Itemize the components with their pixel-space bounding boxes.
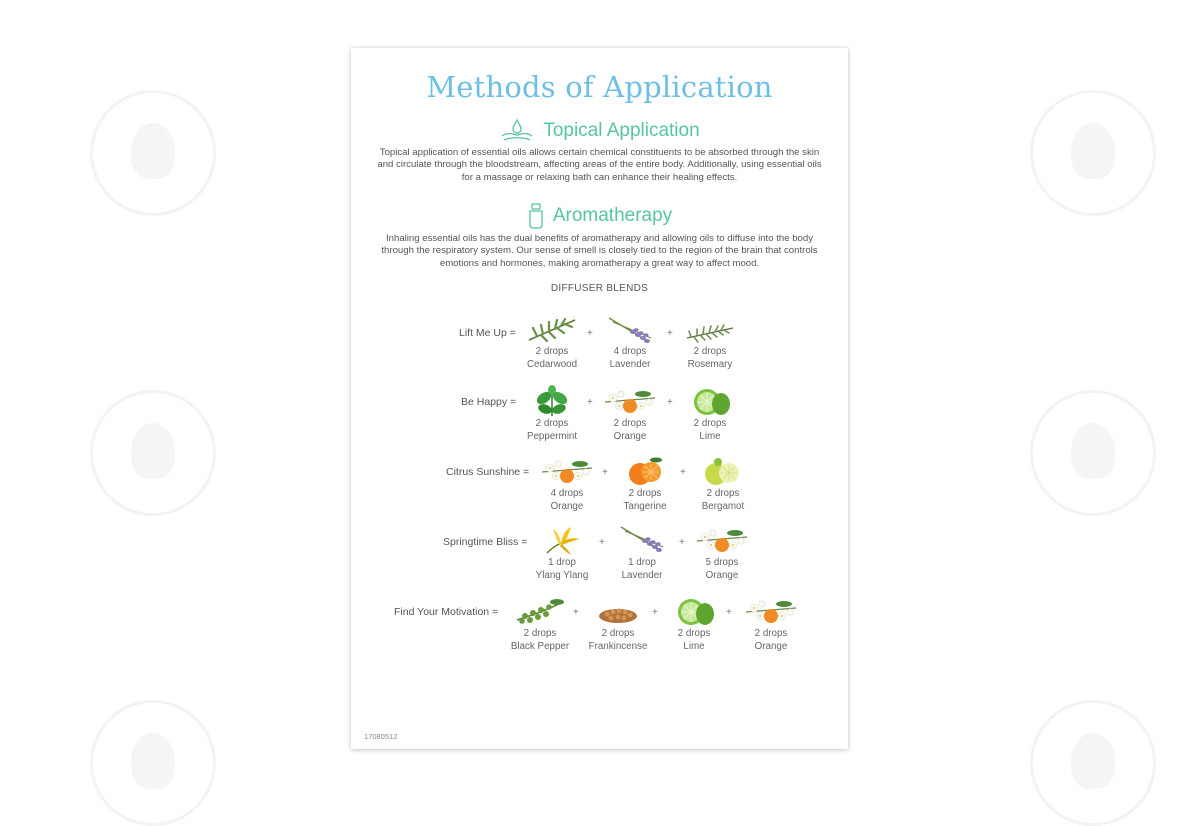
ingredient-drops: 5 drops (705, 557, 739, 568)
ingredient-drops: 2 drops (523, 628, 557, 639)
lavender-icon (603, 314, 657, 346)
watermark-logo (1030, 390, 1156, 516)
ingredient-drops: 2 drops (535, 418, 569, 429)
ingredient-drops: 4 drops (550, 488, 584, 499)
ingredient-oil: Lavender (621, 569, 663, 581)
plus-sign: + (667, 328, 673, 339)
plus-sign: + (587, 397, 593, 408)
ingredient-drops: 2 drops (693, 418, 727, 429)
ingredient (604, 454, 686, 513)
plus-sign: + (679, 537, 685, 548)
plus-sign: + (667, 397, 673, 408)
ingredient (526, 454, 608, 513)
orange-blossom-icon (538, 454, 596, 488)
ingredient-drops: 2 drops (693, 346, 727, 357)
blend-name: Find Your Motivation = (394, 606, 499, 618)
ingredient-oil: Rosemary (687, 358, 733, 370)
ingredient-drops: 2 drops (628, 488, 662, 499)
plus-sign: + (680, 467, 686, 478)
page-title: Methods of Application (426, 70, 773, 104)
ingredient (577, 594, 659, 653)
watermark-logo (90, 700, 216, 826)
ingredient (589, 314, 671, 371)
blend-name: Springtime Bliss = (443, 536, 528, 548)
watermark-logo (90, 390, 216, 516)
ingredient-drops: 2 drops (601, 628, 635, 639)
cedar-sprig-icon (525, 314, 579, 346)
ingredient (682, 454, 764, 513)
ingredient-oil: Lime (699, 430, 721, 442)
plus-sign: + (652, 607, 658, 618)
aromatherapy-heading (351, 202, 848, 230)
ingredient-drops: 2 drops (613, 418, 647, 429)
document-page (351, 48, 848, 749)
ingredient-drops: 2 drops (535, 346, 569, 357)
orange-blossom-icon (693, 523, 751, 557)
bergamot-icon (696, 454, 750, 488)
ingredient (511, 384, 593, 443)
frankincense-resin-icon (591, 594, 645, 628)
orange-blossom-icon (742, 594, 800, 628)
lime-icon (683, 384, 737, 418)
ingredient (511, 314, 593, 371)
ingredient-oil: Black Pepper (510, 640, 570, 652)
ingredient-drops: 2 drops (677, 628, 711, 639)
blend-name: Lift Me Up = (459, 327, 516, 339)
hand-drop-icon (499, 118, 535, 144)
blend-name: Citrus Sunshine = (446, 466, 530, 478)
topical-heading (351, 118, 848, 144)
ylang-flower-icon (535, 523, 589, 557)
ingredient-oil: Peppermint (526, 430, 578, 442)
topical-heading-label: Topical Application (543, 120, 700, 141)
blend-name: Be Happy = (461, 396, 517, 408)
ingredient-oil: Lavender (609, 358, 651, 370)
watermark-logo (1030, 90, 1156, 216)
ingredient (681, 523, 763, 582)
lime-icon (667, 594, 721, 628)
ingredient-drops: 1 drop (548, 557, 576, 568)
ingredient (499, 594, 581, 653)
plus-sign: + (726, 607, 732, 618)
lavender-icon (615, 523, 669, 557)
footer-code: 17080512 (364, 732, 398, 741)
aromatherapy-body: Inhaling essential oils has the dual benefits of aromatherapy and allowing oils to diffuse into the body through the respiratory system. Our sense of smell is closely tied to the region of the brain that controls emotions and hormones, making aromatherapy a great way to affect mood. (381, 233, 818, 269)
plus-sign: + (602, 467, 608, 478)
topical-body: Topical application of essential oils allows certain chemical constituents to be absorbed through the skin and circulate through the bloodstream, affecting areas of the entire body. Additionally, using essential oils for a massage or relaxing bath can enhance their healing effects. (377, 147, 822, 183)
tangerine-icon (618, 454, 672, 488)
ingredient-oil: Cedarwood (526, 358, 578, 370)
ingredient-oil: Orange (754, 640, 788, 652)
ingredient (669, 384, 751, 443)
ingredient (601, 523, 683, 582)
pepper-vine-icon (513, 594, 567, 628)
rosemary-icon (683, 314, 737, 346)
ingredient-drops: 4 drops (613, 346, 647, 357)
ingredient-drops: 2 drops (706, 488, 740, 499)
ingredient-oil: Orange (550, 500, 584, 512)
plus-sign: + (587, 328, 593, 339)
ingredient-drops: 2 drops (754, 628, 788, 639)
ingredient (653, 594, 735, 653)
ingredient (589, 384, 671, 443)
ingredient (669, 314, 751, 371)
plus-sign: + (573, 607, 579, 618)
ingredient (730, 594, 812, 653)
aromatherapy-heading-label: Aromatherapy (552, 205, 673, 226)
mint-leaf-icon (525, 384, 579, 418)
diffuser-blends-title: DIFFUSER BLENDS (550, 283, 649, 294)
watermark-logo (90, 90, 216, 216)
watermark-logo (1030, 700, 1156, 826)
plus-sign: + (599, 537, 605, 548)
ingredient (521, 523, 603, 582)
ingredient-oil: Bergamot (701, 500, 745, 512)
ingredient-oil: Lime (683, 640, 705, 652)
ingredient-oil: Frankincense (588, 640, 648, 652)
diffuser-icon (527, 202, 545, 230)
ingredient-oil: Orange (705, 569, 739, 581)
ingredient-drops: 1 drop (628, 557, 656, 568)
orange-blossom-icon (601, 384, 659, 418)
ingredient-oil: Ylang Ylang (535, 569, 589, 581)
ingredient-oil: Orange (613, 430, 647, 442)
ingredient-oil: Tangerine (623, 500, 667, 512)
